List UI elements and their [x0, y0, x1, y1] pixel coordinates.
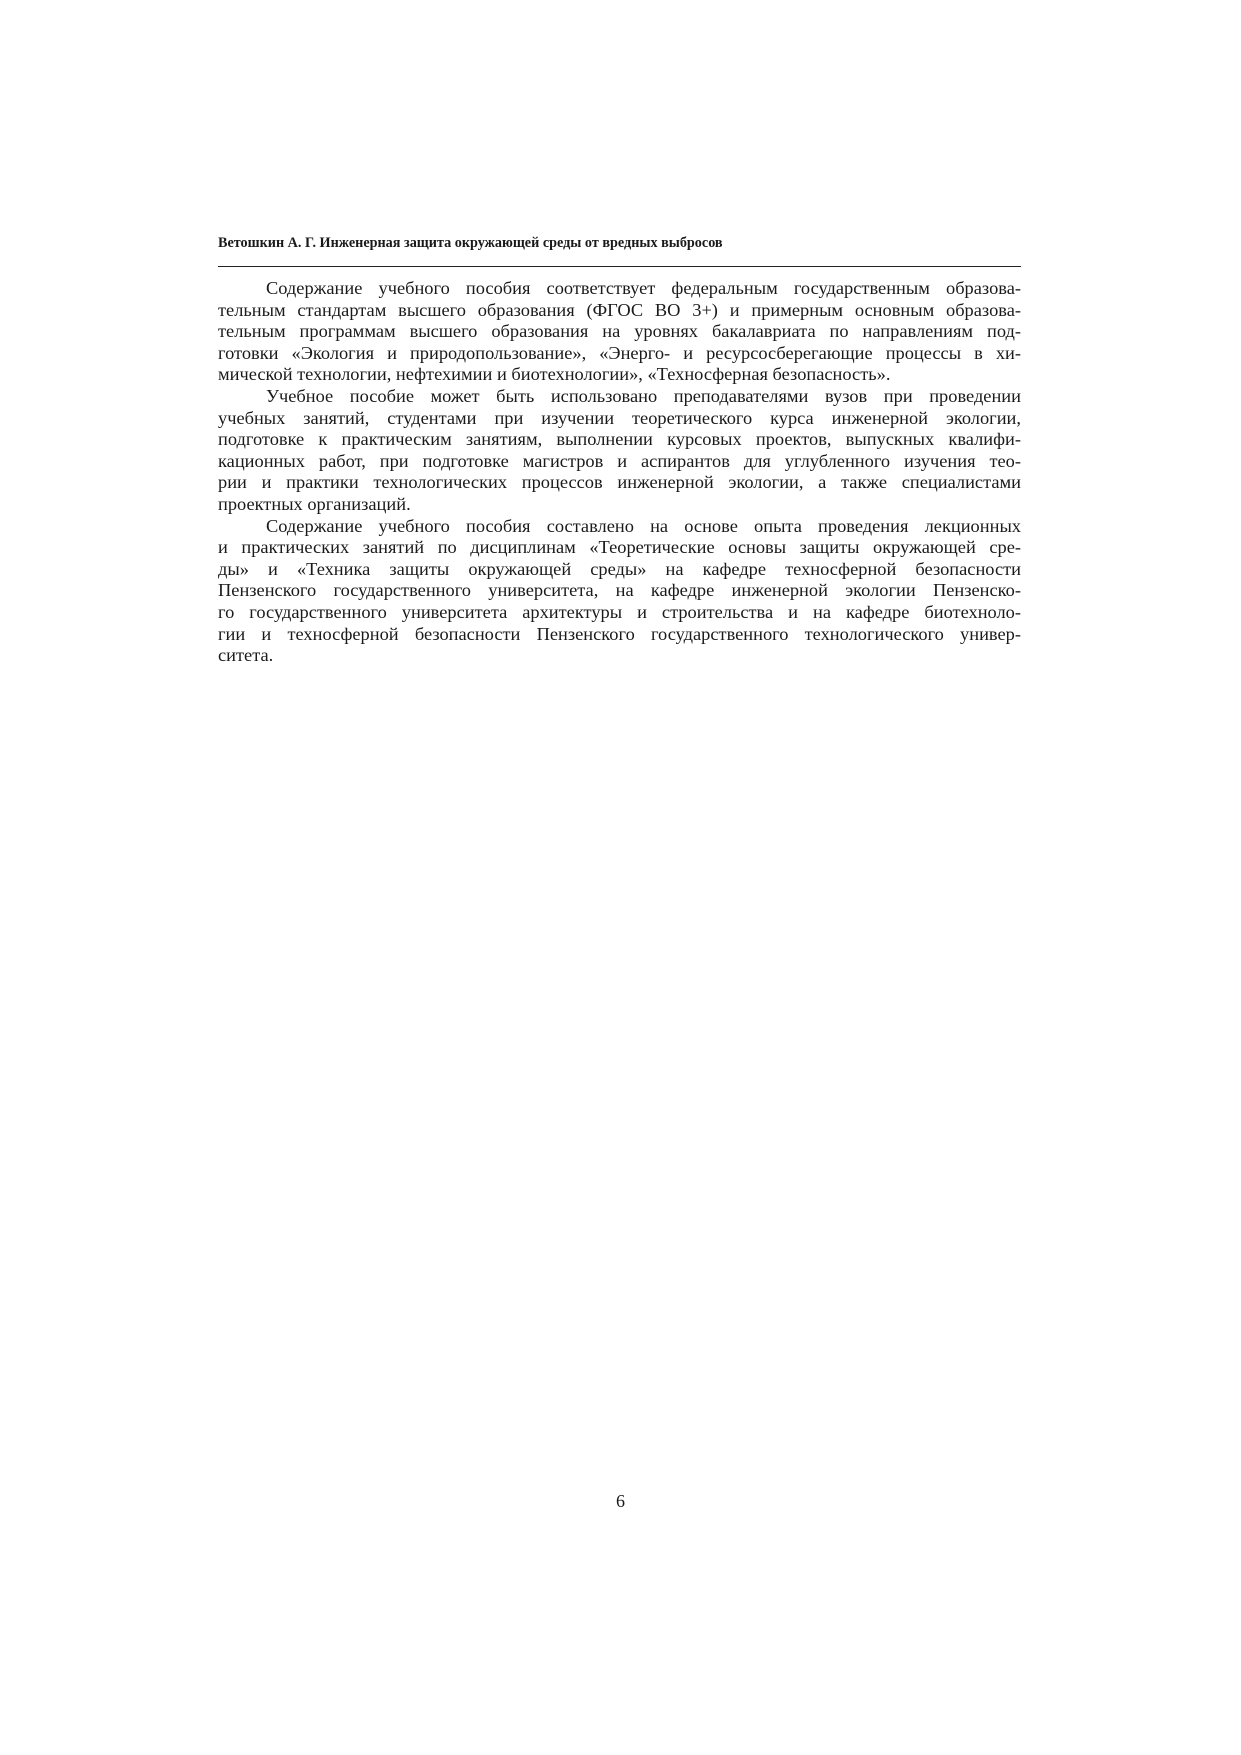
paragraph-2 [218, 386, 1021, 516]
text-line: ды» и «Техника защиты окружающей среды» на кафедре техносферной безопасности [218, 558, 1021, 579]
text-line: го государственного университета архитектуры и строительства и на кафедре биотехноло- [218, 601, 1021, 622]
text-line: мической технологии, нефтехимии и биотехнологии», «Техносферная безопасность». [218, 364, 891, 385]
text-line: рии и практики технологических процессов инженерной экологии, а также специалистами [218, 472, 1021, 493]
text-line: учебных занятий, студентами при изучении теоретического курса инженерной экологии, [218, 407, 1021, 428]
text-line: тельным стандартам высшего образования (ФГОС ВО 3+) и примерным основным образова- [218, 299, 1021, 320]
text-line: ситета. [218, 645, 274, 666]
text-line: подготовке к практическим занятиям, выполнении курсовых проектов, выпускных квалифи- [218, 429, 1021, 450]
text-line: тельным программам высшего образования на уровнях бакалавриата по направлениям под- [218, 321, 1021, 342]
body-text [218, 278, 1021, 667]
text-line: гии и техносферной безопасности Пензенского государственного технологического универ- [218, 623, 1021, 644]
text-line: и практических занятий по дисциплинам «Теоретические основы защиты окружающей сре- [218, 537, 1021, 558]
header-divider [218, 266, 1021, 267]
paragraph-1 [218, 278, 1021, 386]
text-line: проектных организаций. [218, 493, 411, 514]
text-line: Учебное пособие может быть использовано преподавателями вузов при проведении [266, 385, 1021, 406]
paragraph-3 [218, 516, 1021, 667]
text-line: Содержание учебного пособия составлено на основе опыта проведения лекционных [266, 515, 1021, 536]
text-line: кационных работ, при подготовке магистров и аспирантов для углубленного изучения тео- [218, 450, 1021, 471]
text-line: готовки «Экология и природопользование», «Энерго- и ресурсосберегающие процессы в хи- [218, 342, 1021, 363]
running-header: Ветошкин А. Г. Инженерная защита окружающей среды от вредных выбросов [218, 235, 723, 251]
text-line: Пензенского государственного университета, на кафедре инженерной экологии Пензенско- [218, 580, 1021, 601]
text-line: Содержание учебного пособия соответствует федеральным государственным образова- [266, 278, 1021, 298]
page-number: 6 [616, 1491, 625, 1511]
